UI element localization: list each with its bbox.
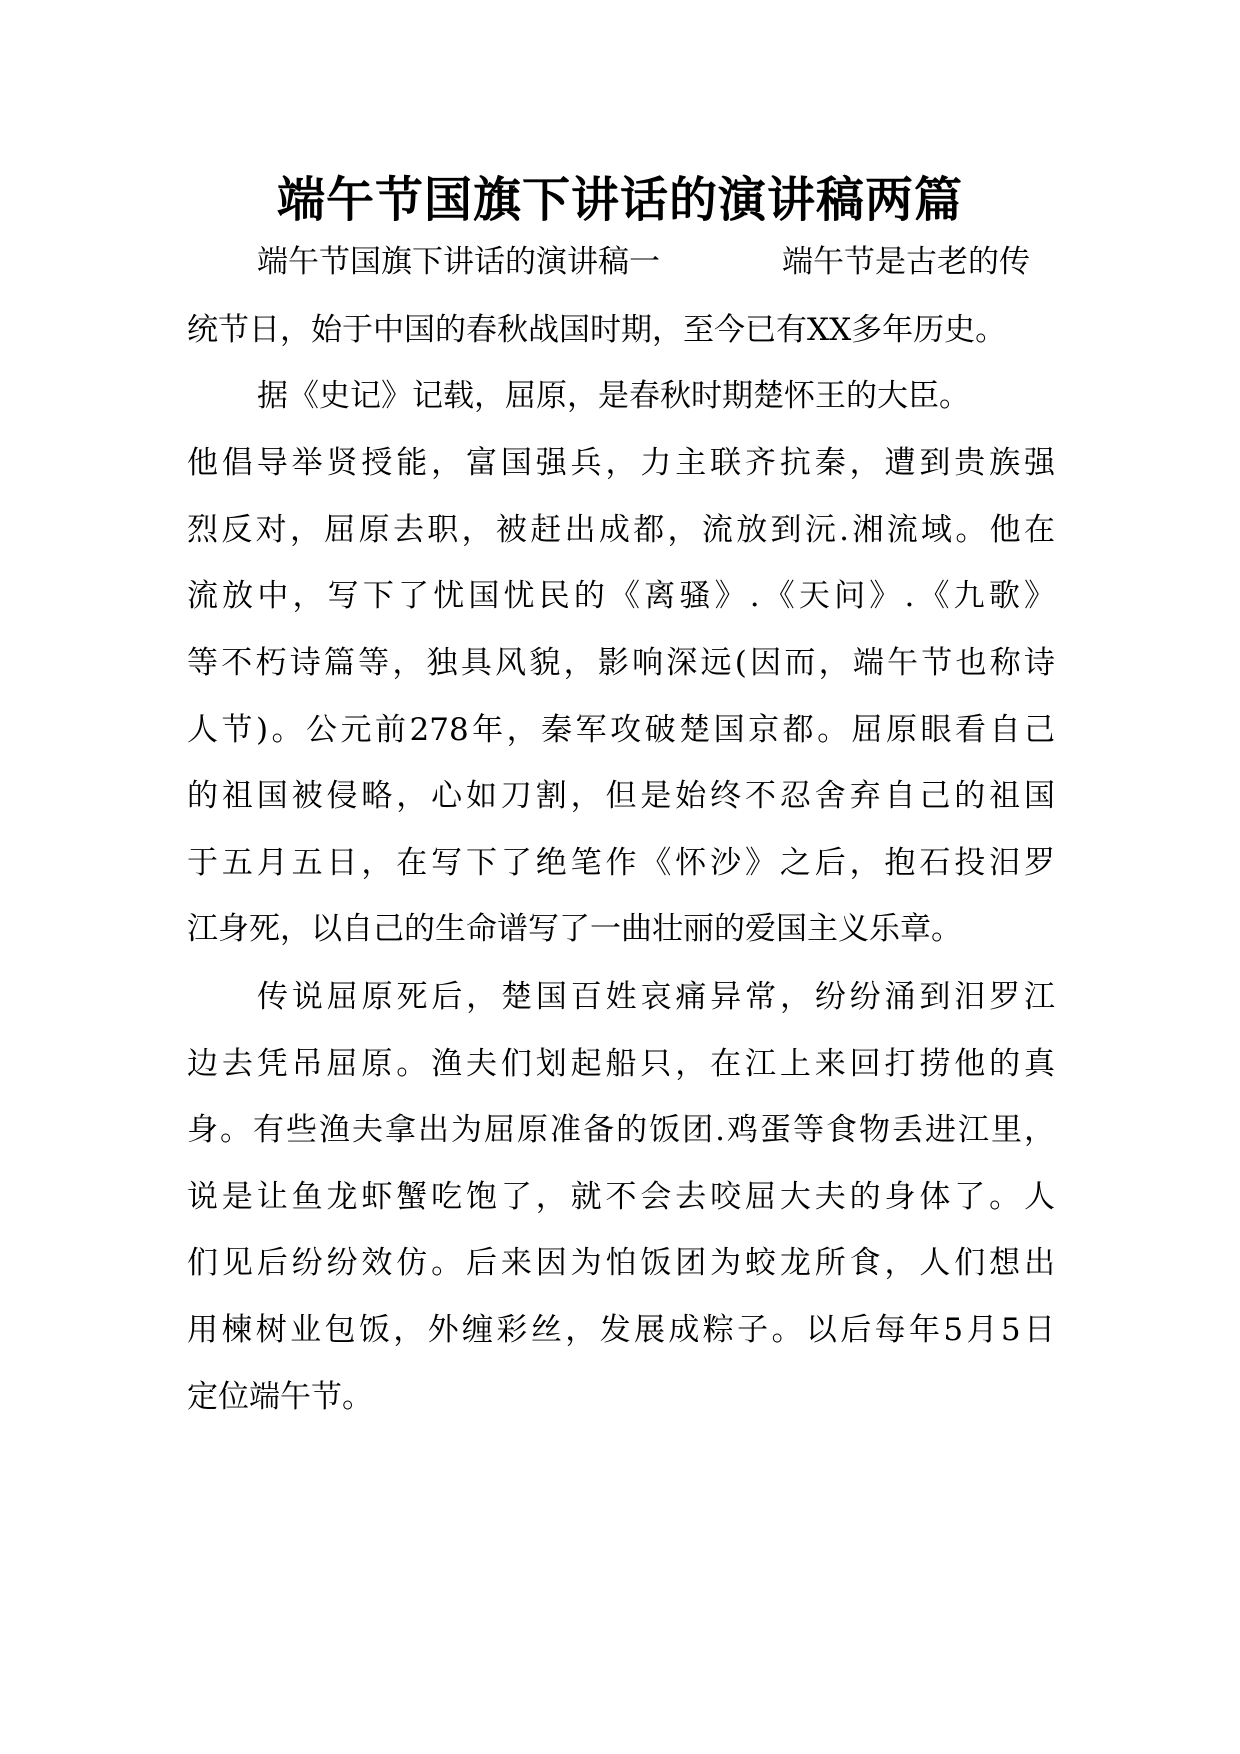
paragraph-line: 等不朽诗篇等，独具风貌，影响深远(因而，端午节也称诗 bbox=[187, 645, 1055, 681]
paragraph-line: 他倡导举贤授能，富国强兵，力主联齐抗秦，遭到贵族强 bbox=[187, 445, 1055, 481]
paragraph-line: 边去凭吊屈原。渔夫们划起船只，在江上来回打捞他的真 bbox=[187, 1046, 1055, 1082]
paragraph-line: 据《史记》记载，屈原，是春秋时期楚怀王的大臣。 bbox=[257, 378, 970, 414]
paragraph-line: 流放中，写下了忧国忧民的《离骚》.《天问》.《九歌》 bbox=[187, 578, 1055, 614]
paragraph-line: 的祖国被侵略，心如刀割，但是始终不忍舍弃自己的祖国 bbox=[187, 778, 1055, 814]
document-title: 端午节国旗下讲话的演讲稿两篇 bbox=[276, 172, 963, 228]
paragraph-line: 用楝树业包饭，外缠彩丝，发展成粽子。以后每年5月5日 bbox=[187, 1312, 1055, 1348]
paragraph-line: 传说屈原死后，楚国百姓哀痛异常，纷纷涌到汨罗江 bbox=[257, 979, 1055, 1015]
paragraph-line: 于五月五日，在写下了绝笔作《怀沙》之后，抱石投汨罗 bbox=[187, 845, 1055, 881]
paragraph-line: 江身死，以自己的生命谱写了一曲壮丽的爱国主义乐章。 bbox=[187, 911, 962, 947]
section-heading: 端午节国旗下讲话的演讲稿一 bbox=[257, 244, 660, 280]
paragraph-line: 说是让鱼龙虾蟹吃饱了，就不会去咬屈大夫的身体了。人 bbox=[187, 1179, 1055, 1215]
paragraph-line: 身。有些渔夫拿出为屈原准备的饭团.鸡蛋等食物丢进江里， bbox=[187, 1112, 1055, 1148]
paragraph-line: 人节)。公元前278年，秦军攻破楚国京都。屈原眼看自己 bbox=[187, 712, 1055, 748]
paragraph-line: 统节日，始于中国的春秋战国时期，至今已有XX多年历史。 bbox=[187, 312, 1007, 348]
paragraph-text: 端午节是古老的传 bbox=[782, 244, 1030, 280]
intro-line bbox=[187, 242, 1055, 282]
paragraph-line: 们见后纷纷效仿。后来因为怕饭团为蛟龙所食，人们想出 bbox=[187, 1245, 1055, 1281]
document-body bbox=[187, 0, 1055, 1754]
paragraph-line: 烈反对，屈原去职，被赶出成都，流放到沅.湘流域。他在 bbox=[187, 512, 1055, 548]
paragraph-line: 定位端午节。 bbox=[187, 1379, 373, 1415]
